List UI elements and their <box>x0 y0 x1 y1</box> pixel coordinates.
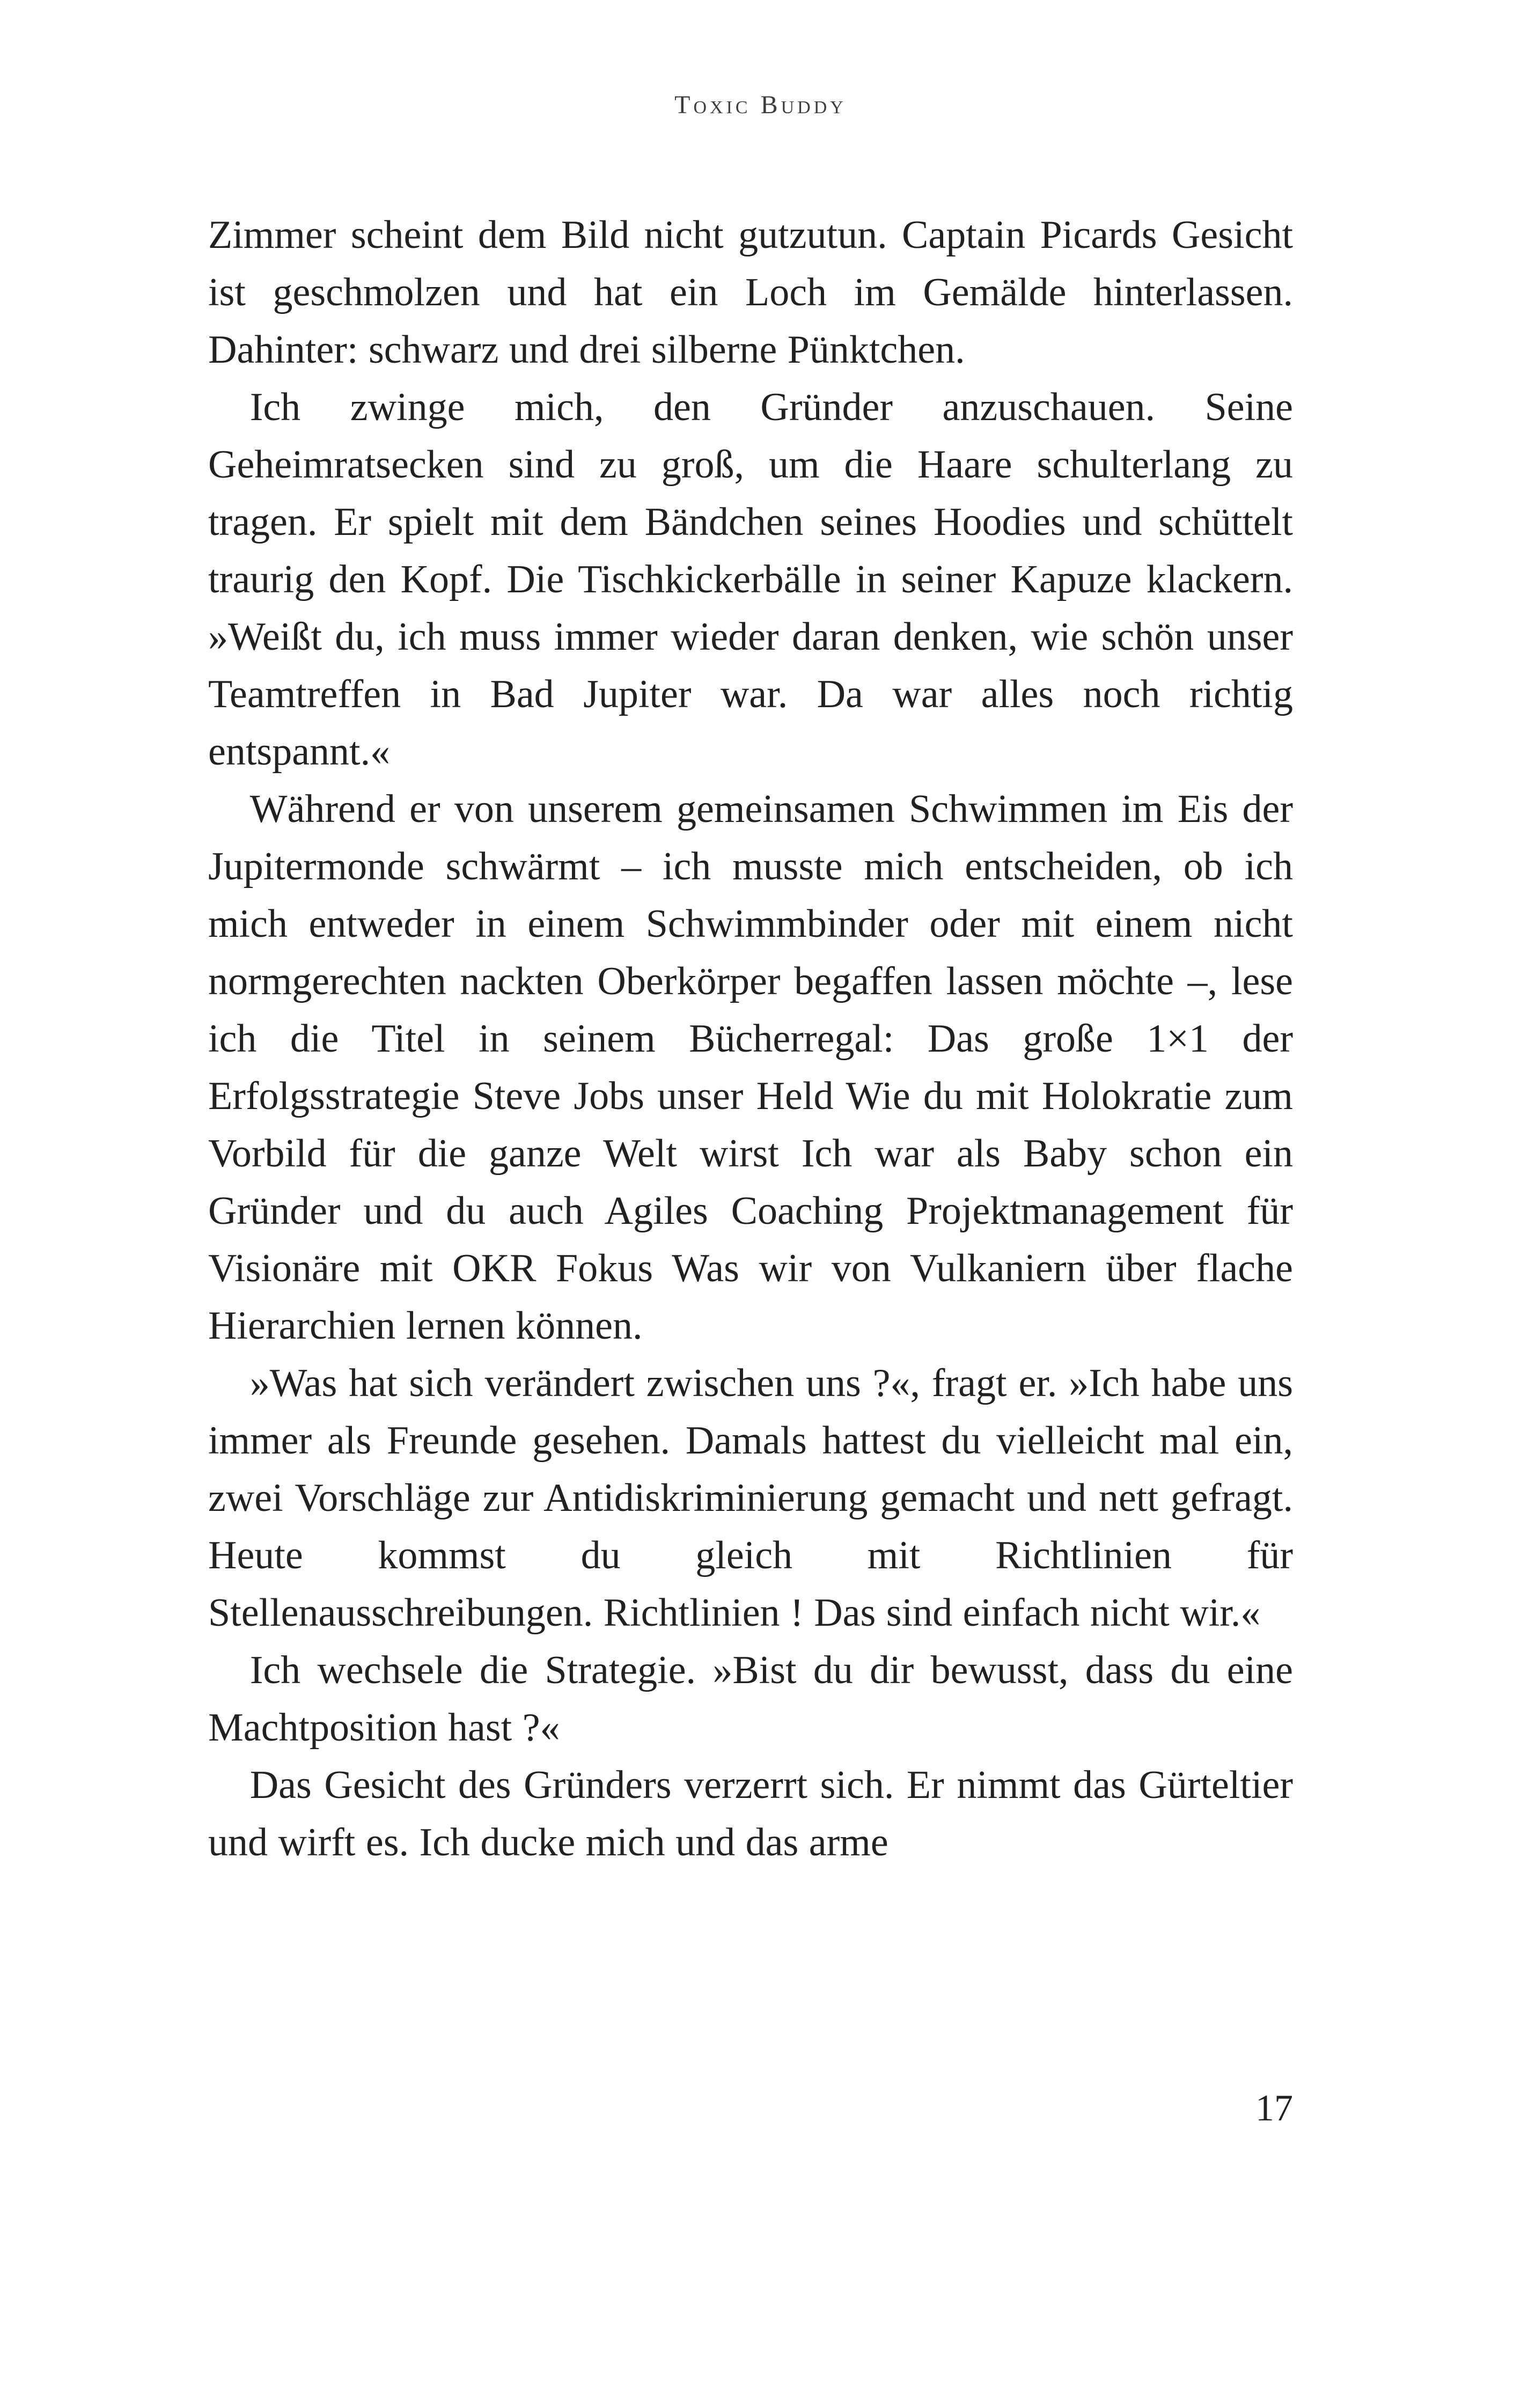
paragraph: »Was hat sich verändert zwischen uns ?«, fragt er. »Ich habe uns immer als Freunde gesehen. Damals hattest du vielleicht mal ein, zwei Vorschläge zur Antidiskriminierung gemacht und nett gefragt. Heute kommst du gleich mit Richtlinien für Stellenausschreibungen. Richtlinien ! Das sind einfach nicht wir.« <box>208 1361 1293 1635</box>
paragraph: Ich zwinge mich, den Gründer anzuschauen. Seine Geheimratsecken sind zu groß, um die Haare schulterlang zu tragen. Er spielt mit dem Bändchen seines Hoodies und schüttelt traurig den Kopf. Die Tischkickerbälle in seiner Kapuze klackern. »Weißt du, ich muss immer wieder daran denken, wie schön unser Teamtreffen in Bad Jupiter war. Da war alles noch richtig entspannt.« <box>208 385 1293 774</box>
paragraph: Ich wechsele die Strategie. »Bist du dir bewusst, dass du eine Machtposition hast ?« <box>208 1648 1293 1750</box>
paragraph: Zimmer scheint dem Bild nicht gutzutun. Captain Picards Gesicht ist geschmolzen und hat ein Loch im Gemälde hinterlassen. Dahinter: schwarz und drei silberne Pünktchen. <box>208 213 1293 372</box>
paragraph: Während er von unserem gemeinsamen Schwimmen im Eis der Jupitermonde schwärmt – ich musste mich entscheiden, ob ich mich entweder in einem Schwimmbinder oder mit einem nicht normgerechten nackten Oberkörper begaffen lassen möchte –, lese ich die Titel in seinem Bücherregal: Das große 1×1 der Erfolgsstrategie Steve Jobs unser Held Wie du mit Holokratie zum Vorbild für die ganze Welt wirst Ich war als Baby schon ein Gründer und du auch Agiles Coaching Projektmanagement für Visionäre mit OKR Fokus Was wir von Vulkaniern über flache Hierarchien lernen können. <box>208 787 1293 1348</box>
running-header: Toxic Buddy <box>674 91 847 119</box>
paragraph: Das Gesicht des Gründers verzerrt sich. Er nimmt das Gürteltier und wirft es. Ich ducke mich und das arme <box>208 1763 1293 1864</box>
page-body <box>208 207 1293 1871</box>
page-number: 17 <box>1255 2088 1293 2129</box>
